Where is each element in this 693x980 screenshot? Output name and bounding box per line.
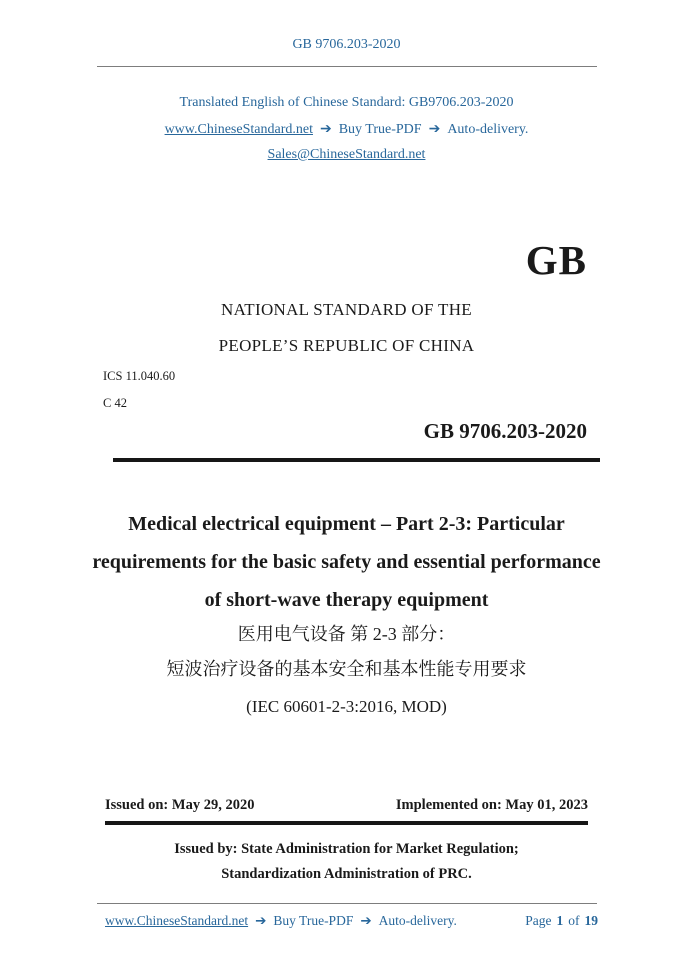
arrow-icon: ➔ bbox=[360, 913, 372, 928]
issue-dates-row bbox=[105, 797, 588, 814]
ics-code: ICS 11.040.60 bbox=[103, 369, 176, 383]
implemented-on-label: Implemented on: May 01, 2023 bbox=[395, 797, 588, 813]
footer-row bbox=[105, 913, 598, 929]
page-total: 19 bbox=[584, 913, 598, 928]
buy-true-pdf-label: Buy True-PDF bbox=[338, 122, 422, 137]
page-current: 1 bbox=[556, 913, 564, 928]
gb-logo: GB bbox=[525, 237, 587, 283]
sales-email-link[interactable]: Sales@ChineseStandard.net bbox=[267, 147, 426, 162]
national-standard-line2: PEOPLE’S REPUBLIC OF CHINA bbox=[218, 336, 475, 355]
issued-on-label: Issued on: May 29, 2020 bbox=[105, 797, 255, 813]
footer-link-row bbox=[105, 913, 457, 929]
issue-divider bbox=[105, 821, 588, 825]
standard-number: GB 9706.203-2020 bbox=[423, 419, 587, 443]
header-link-row bbox=[0, 121, 693, 138]
page-label: Page bbox=[525, 913, 552, 928]
translated-standard-line: Translated English of Chinese Standard: GB9706.203-2020 bbox=[179, 95, 514, 110]
issued-by-line1: Issued by: State Administration for Market Regulation; bbox=[174, 841, 519, 857]
sales-email-row bbox=[0, 147, 693, 163]
footer-buy-true-pdf-label: Buy True-PDF bbox=[273, 913, 354, 928]
iec-reference: (IEC 60601-2-3:2016, MOD) bbox=[246, 697, 447, 716]
header-divider bbox=[97, 66, 597, 67]
title-en-line3: of short-wave therapy equipment bbox=[204, 589, 489, 611]
of-label: of bbox=[568, 913, 580, 928]
issued-by-line2: Standardization Administration of PRC. bbox=[221, 866, 472, 882]
title-en-line1: Medical electrical equipment – Part 2-3: Particular bbox=[128, 513, 565, 535]
title-en-line2: requirements for the basic safety and essential performance bbox=[92, 551, 601, 573]
title-zh-line1: 医用电气设备 第 2-3 部分： bbox=[237, 624, 456, 644]
national-standard-line1: NATIONAL STANDARD OF THE bbox=[221, 300, 472, 319]
arrow-icon: ➔ bbox=[428, 122, 441, 137]
arrow-icon: ➔ bbox=[255, 913, 267, 928]
arrow-icon: ➔ bbox=[319, 122, 332, 137]
header-doc-code: GB 9706.203-2020 bbox=[292, 37, 401, 52]
page-indicator bbox=[525, 913, 598, 929]
header-www-link[interactable]: www.ChineseStandard.net bbox=[164, 122, 313, 137]
footer-divider bbox=[97, 903, 597, 904]
footer-auto-delivery-label: Auto-delivery. bbox=[378, 913, 457, 928]
title-divider bbox=[113, 458, 600, 462]
footer-www-link[interactable]: www.ChineseStandard.net bbox=[105, 913, 249, 928]
auto-delivery-label: Auto-delivery. bbox=[447, 122, 529, 137]
title-zh-line2: 短波治疗设备的基本安全和基本性能专用要求 bbox=[166, 659, 527, 679]
class-code: C 42 bbox=[103, 396, 127, 410]
